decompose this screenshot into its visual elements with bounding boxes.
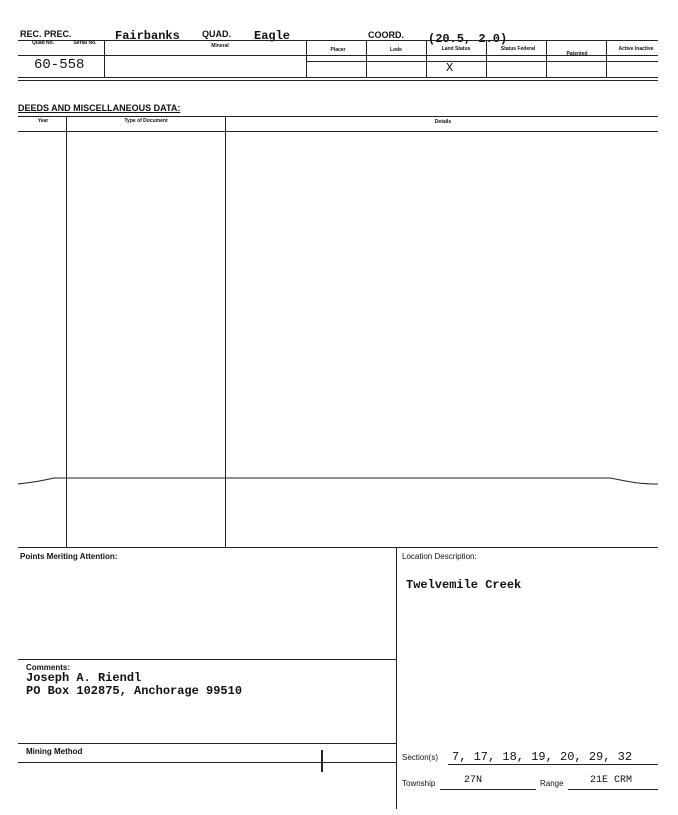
fold-line [0, 470, 678, 494]
sections-value: 7, 17, 18, 19, 20, 29, 32 [452, 750, 633, 764]
header-rule-bottom2 [18, 80, 658, 81]
sections-underline [448, 764, 658, 765]
col-placer: Placer [330, 47, 346, 53]
comments-line2: PO Box 102875, Anchorage 99510 [26, 684, 243, 698]
rec-prec-label: REC. PREC. [20, 29, 72, 39]
comments-rule-top [18, 659, 396, 660]
comments-line1: Joseph A. Riendl [26, 671, 142, 685]
header-vline-serial [104, 41, 105, 78]
mining-rule-top [18, 743, 396, 744]
header-vline-land [426, 41, 427, 78]
col-active-inactive: Active Inactive [618, 46, 654, 52]
location-value: Twelvemile Creek [406, 578, 522, 592]
range-label: Range [540, 779, 564, 788]
deeds-rule-top [18, 116, 658, 117]
header-rule-mid [18, 55, 658, 56]
col-quad-no: Quad No. [31, 40, 55, 46]
township-value: 27N [464, 775, 483, 786]
sections-label: Section(s) [402, 753, 439, 762]
col-status-federal: Status Federal [500, 46, 536, 52]
mining-rule-bottom [18, 762, 396, 763]
deeds-rule-header [18, 131, 658, 132]
col-patented: Patented [566, 51, 588, 57]
deeds-rule-bottom [18, 547, 658, 548]
coord-label: COORD. [368, 30, 404, 40]
col-serial-no: Serial No. [73, 40, 97, 46]
comments-label: Comments: [26, 663, 71, 672]
deeds-title: DEEDS AND MISCELLANEOUS DATA: [18, 103, 181, 113]
quad-label: QUAD. [202, 29, 231, 39]
land-status-mark: X [446, 61, 454, 75]
deeds-col-type: Type of Document [124, 118, 168, 124]
header-rule-top [18, 40, 658, 41]
col-land-status: Land Status [441, 46, 471, 52]
header-vline-patented [546, 41, 547, 78]
mining-label: Mining Method [26, 747, 83, 756]
quad-serial-value: 60-558 [34, 57, 85, 73]
header-vline-lode [366, 41, 367, 78]
bottom-vline-divider [396, 547, 397, 809]
township-underline [440, 789, 536, 790]
header-vline-placer [306, 41, 307, 78]
header-vline-active [606, 41, 607, 78]
points-label: Points Meriting Attention: [20, 552, 118, 561]
location-label: Location Description: [402, 552, 477, 561]
range-underline [568, 789, 658, 790]
township-label: Township [402, 779, 436, 788]
deeds-col-details: Details [434, 119, 452, 125]
col-mineral: Mineral [211, 43, 229, 49]
col-lode: Lode [390, 47, 402, 53]
range-value: 21E CRM [590, 775, 633, 786]
quad-value: Eagle [254, 29, 291, 43]
rec-prec-value: Fairbanks [115, 29, 180, 43]
mining-tick-mark [321, 750, 323, 772]
header-rule-bottom [18, 77, 658, 78]
coord-value: (20.5, 2.0) [428, 32, 508, 46]
deeds-col-year: Year [37, 118, 49, 124]
header-vline-federal [486, 41, 487, 78]
